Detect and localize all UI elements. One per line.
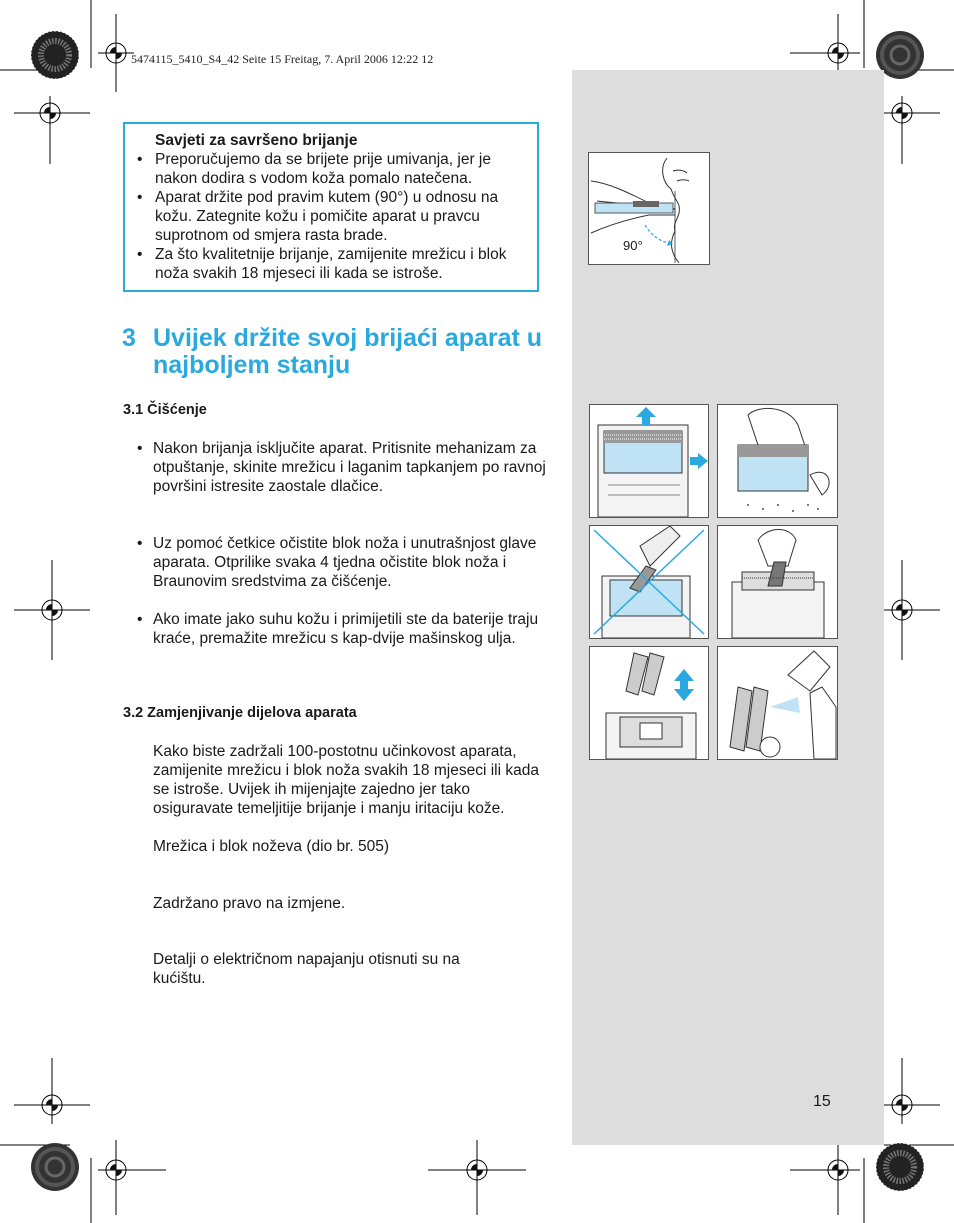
- list-item: • Aparat držite pod pravim kutem (90°) u odnosu na kožu. Zategnite kožu i pomičite aparat u pravcu suprotnom od smjera rasta brade.: [153, 188, 525, 245]
- replacement-paragraph: Kako biste zadržali 100-postotnu učinkovost aparata, zamijenite mrežicu i blok noža svakih 18 mjeseci ili kada se istroše. Uvijek ih mijenjajte zajedno jer tako osiguravate temeljitije brijanje i manju iritaciju kože.: [153, 743, 539, 817]
- list-item: • Uz pomoć četkice očistite blok noža i unutrašnjost glave aparata. Otprilike svaka 4 tjedna očistite blok noža i Braunovim sredstvima za čišćenje.: [153, 534, 548, 591]
- rights-note: Zadržano pravo na izmjene.: [153, 895, 346, 912]
- tips-title: Savjeti za savršeno brijanje: [155, 132, 358, 149]
- power-note: Detalji o električnom napajanju otisnuti su na kućištu.: [153, 951, 460, 987]
- figure-tap-foil: [717, 404, 838, 518]
- shaving-angle-illustration: [589, 153, 709, 264]
- angle-label: 90°: [623, 238, 643, 253]
- chapter-title: Uvijek držite svoj brijaći aparat u najboljem stanju: [153, 324, 543, 379]
- tips-list: [153, 150, 525, 283]
- figure-shaving-angle: [588, 152, 710, 265]
- list-item: • Za što kvalitetnije brijanje, zamijenite mrežicu i blok noža svakih 18 mjeseci ili kada se istroše.: [153, 245, 525, 283]
- chapter-number: 3: [122, 324, 136, 352]
- section-heading-replacement: 3.2 Zamjenjivanje dijelova aparata: [123, 705, 357, 721]
- page-number: 15: [813, 1093, 831, 1110]
- figure-remove-foil: [589, 404, 709, 518]
- tips-box: [123, 122, 539, 292]
- list-item: • Preporučujemo da se brijete prije umivanja, jer je nakon dodira s vodom koža pomalo natečena.: [153, 150, 525, 188]
- section-heading-cleaning: 3.1 Čišćenje: [123, 402, 207, 418]
- chapter-heading: [122, 325, 552, 379]
- list-item: • Nakon brijanja isključite aparat. Pritisnite mehanizam za otpuštanje, skinite mrežicu i laganim tapkanjem po ravnoj površini istresite zaostale dlačice.: [153, 439, 548, 496]
- figure-brush-cutter: [717, 525, 838, 639]
- print-slug-line: 5474115_5410_S4_42 Seite 15 Freitag, 7. April 2006 12:22 12: [131, 52, 434, 66]
- part-number: Mrežica i blok noževa (dio br. 505): [153, 838, 390, 855]
- list-item: • Ako imate jako suhu kožu i primijetili ste da baterije traju kraće, premažite mrežicu s kap-dvije mašinskog ulja.: [153, 610, 548, 648]
- figure-do-not-brush-foil: [589, 525, 709, 639]
- figure-replace-cutter: [589, 646, 709, 760]
- figure-oil-foil: [717, 646, 838, 760]
